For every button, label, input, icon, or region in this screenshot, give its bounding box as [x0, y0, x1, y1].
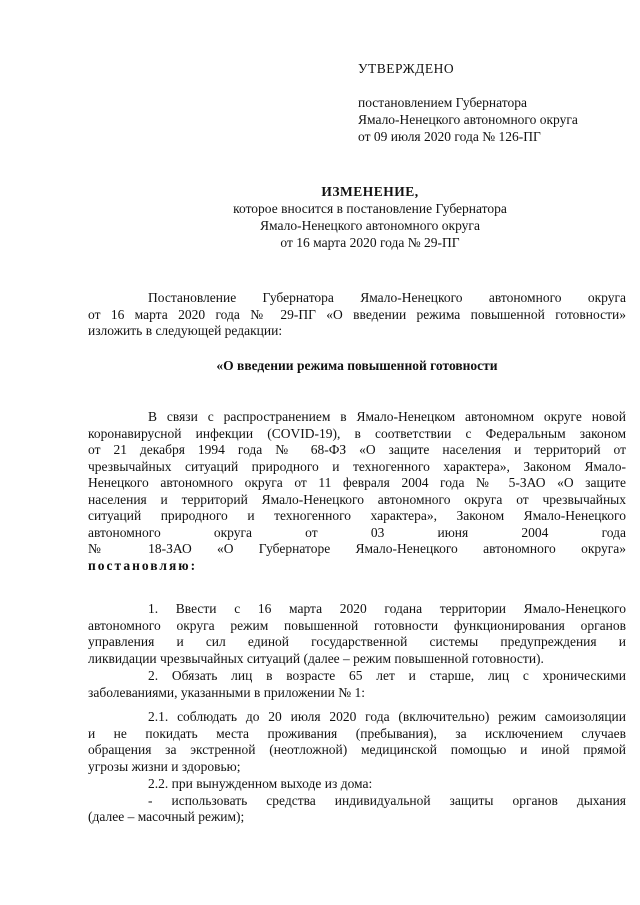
approval-line: Ямало-Ненецкого автономного округа: [358, 112, 578, 127]
text-line: коронавирусной инфекции (COVID-19), в соответствии с Федеральным законом: [88, 425, 626, 441]
text-line: населения и территорий Ямало-Ненецкого автономного округа от чрезвычайных: [88, 491, 626, 507]
text-line: от 16 марта 2020 года № 29-ПГ «О введении режима повышенной готовности»: [88, 306, 626, 322]
text-line: - использовать средства индивидуальной защиты органов дыхания: [148, 792, 626, 808]
item-2-1: [88, 709, 626, 775]
text-line: автономного округа режим повышенной готовности функционирования органов: [88, 617, 626, 633]
text-line: Постановление Губернатора Ямало-Ненецкого автономного округа: [148, 290, 626, 305]
title-line: Ямало-Ненецкого автономного округа: [260, 218, 480, 233]
decree-word: постановляю:: [88, 557, 198, 573]
text-line: 2.2. при вынужденном выходе из дома:: [148, 776, 373, 791]
text-line: автономного округа от 03 июня 2004 года: [88, 524, 626, 540]
text-line: ситуаций природного и техногенного характера», Законом Ямало-Ненецкого: [88, 508, 626, 523]
approval-line: от 09 июля 2020 года № 126-ПГ: [358, 129, 541, 144]
text-line: обращения за экстренной (неотложной) медицинской помощью и иной прямой: [88, 742, 626, 757]
title-line: которое вносится в постановление Губернатора: [233, 201, 507, 216]
text-line: Ненецкого автономного округа от 11 февраля 2004 года № 5-ЗАО «О защите: [88, 475, 626, 490]
title-main: ИЗМЕНЕНИЕ,: [321, 184, 419, 199]
subheading: «О введении режима повышенной готовности: [216, 358, 498, 373]
text-line: № 18-ЗАО «О Губернаторе Ямало-Ненецкого автономного округа»: [88, 541, 626, 556]
document-title: [110, 183, 630, 251]
text-line: В связи с распространением в Ямало-Ненецком автономном округе новой: [148, 409, 626, 424]
text-line: (далее – масочный режим);: [88, 809, 245, 824]
approval-heading: УТВЕРЖДЕНО: [358, 61, 455, 76]
text-line: чрезвычайных ситуаций природного и техногенного характера», Законом Ямало-: [88, 458, 626, 474]
item-2-2: [88, 776, 626, 826]
text-line: от 21 декабря 1994 года № 68-ФЗ «О защите населения и территорий от: [88, 442, 626, 457]
preamble-paragraph: [88, 409, 626, 574]
approval-stamp: [358, 60, 578, 145]
item-1: [88, 601, 626, 667]
text-line: ликвидации чрезвычайных ситуаций (далее – режим повышенной готовности).: [88, 650, 544, 666]
text-line: заболеваниями, указанными в приложении № 1:: [88, 684, 365, 700]
text-line: угрозы жизни и здоровью;: [88, 758, 241, 774]
title-line: от 16 марта 2020 года № 29-ПГ: [280, 235, 460, 250]
approval-line: постановлением Губернатора: [358, 95, 527, 110]
text-line: управления и сил единой государственной системы предупреждения и: [88, 634, 626, 649]
text-line: 2. Обязать лиц в возрасте 65 лет и старше, лиц с хроническими: [148, 668, 626, 683]
text-line: 1. Ввести с 16 марта 2020 годана территории Ямало-Ненецкого: [148, 601, 626, 616]
intro-paragraph: [88, 290, 626, 340]
item-2: [88, 668, 626, 701]
text-line: 2.1. соблюдать до 20 июля 2020 года (включительно) режим самоизоляции: [148, 709, 626, 724]
text-line: и не покидать места проживания (пребывания), за исключением случаев: [88, 725, 626, 741]
text-line: изложить в следующей редакции:: [88, 323, 283, 338]
